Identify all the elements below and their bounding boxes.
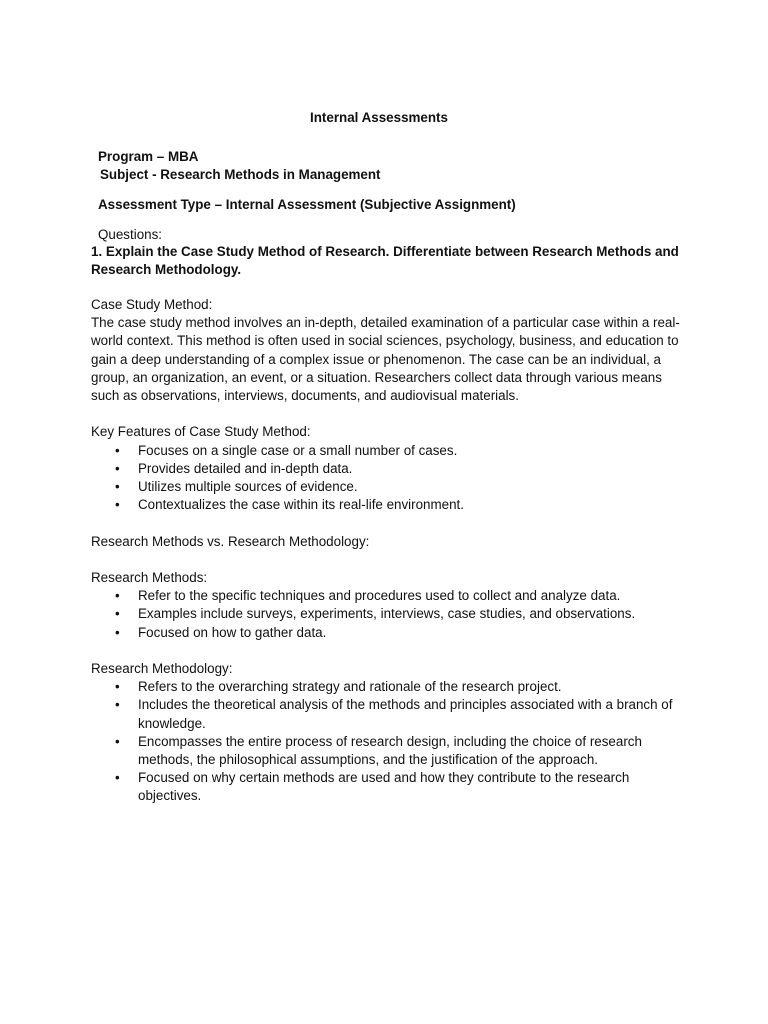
list-item: • Focuses on a single case or a small number of cases. xyxy=(91,442,681,460)
list-item: • Focused on why certain methods are used and how they contribute to the research objectives. xyxy=(115,770,630,804)
case-study-heading: Case Study Method: xyxy=(91,297,213,312)
bullet-icon: • xyxy=(115,479,120,495)
bullet-icon: • xyxy=(115,497,120,513)
bullet-icon: • xyxy=(115,679,120,695)
list-item: • Encompasses the entire process of research design, including the choice of research methods, the philosophical assumptions, and the justification of the approach. xyxy=(115,733,642,768)
answer-content xyxy=(91,296,681,806)
bullet-icon: • xyxy=(115,733,120,749)
bullet-icon: • xyxy=(115,770,120,786)
list-item: • Utilizes multiple sources of evidence. xyxy=(91,478,681,496)
key-features-heading: Key Features of Case Study Method: xyxy=(91,424,311,440)
spacer xyxy=(91,514,681,532)
document-title: Internal Assessments xyxy=(310,110,448,125)
bullet-icon: • xyxy=(115,588,120,604)
list-item: • Focused on how to gather data. xyxy=(91,624,681,642)
research-methodology-list xyxy=(91,678,681,805)
comparison-heading: Research Methods vs. Research Methodology: xyxy=(91,533,370,549)
bullet-icon: • xyxy=(115,697,120,713)
spacer xyxy=(91,405,681,423)
research-methodology-heading: Research Methodology: xyxy=(91,661,233,676)
subject-line: Subject - Research Methods in Management xyxy=(100,167,381,182)
research-methods-list xyxy=(91,587,681,642)
list-item: • Examples include surveys, experiments, interviews, case studies, and observations. xyxy=(91,605,681,623)
list-item: • Refers to the overarching strategy and rationale of the research project. xyxy=(91,678,681,696)
list-item: • Contextualizes the case within its real-life environment. xyxy=(91,496,681,514)
spacer xyxy=(91,551,681,569)
questions-label: Questions: xyxy=(98,227,163,242)
list-item: • Refer to the specific techniques and procedures used to collect and analyze data. xyxy=(91,587,681,605)
bullet-icon: • xyxy=(115,624,120,640)
list-item: • Provides detailed and in-depth data. xyxy=(91,460,681,478)
bullet-icon: • xyxy=(115,606,120,622)
key-features-list xyxy=(91,442,681,515)
question-1: 1. Explain the Case Study Method of Research. Differentiate between Research Methods and Research Methodology. xyxy=(91,244,679,278)
spacer xyxy=(91,642,681,660)
bullet-icon: • xyxy=(115,460,120,476)
case-study-paragraph: The case study method involves an in-depth, detailed examination of a particular case within a real-world context. This method is often used in social sciences, psychology, business, and education to gain a deep understanding of a complex issue or phenomenon. The case can be an individual, a group, an organization, an event, or a situation. Researchers collect data through various means such as observations, interviews, documents, and audiovisual materials. xyxy=(91,315,680,404)
research-methods-heading: Research Methods: xyxy=(91,570,208,585)
assessment-type-line: Assessment Type – Internal Assessment (Subjective Assignment) xyxy=(98,197,516,212)
list-item: • Includes the theoretical analysis of the methods and principles associated with a branch of knowledge. xyxy=(115,697,673,731)
program-line: Program – MBA xyxy=(98,149,199,164)
bullet-icon: • xyxy=(115,442,120,458)
